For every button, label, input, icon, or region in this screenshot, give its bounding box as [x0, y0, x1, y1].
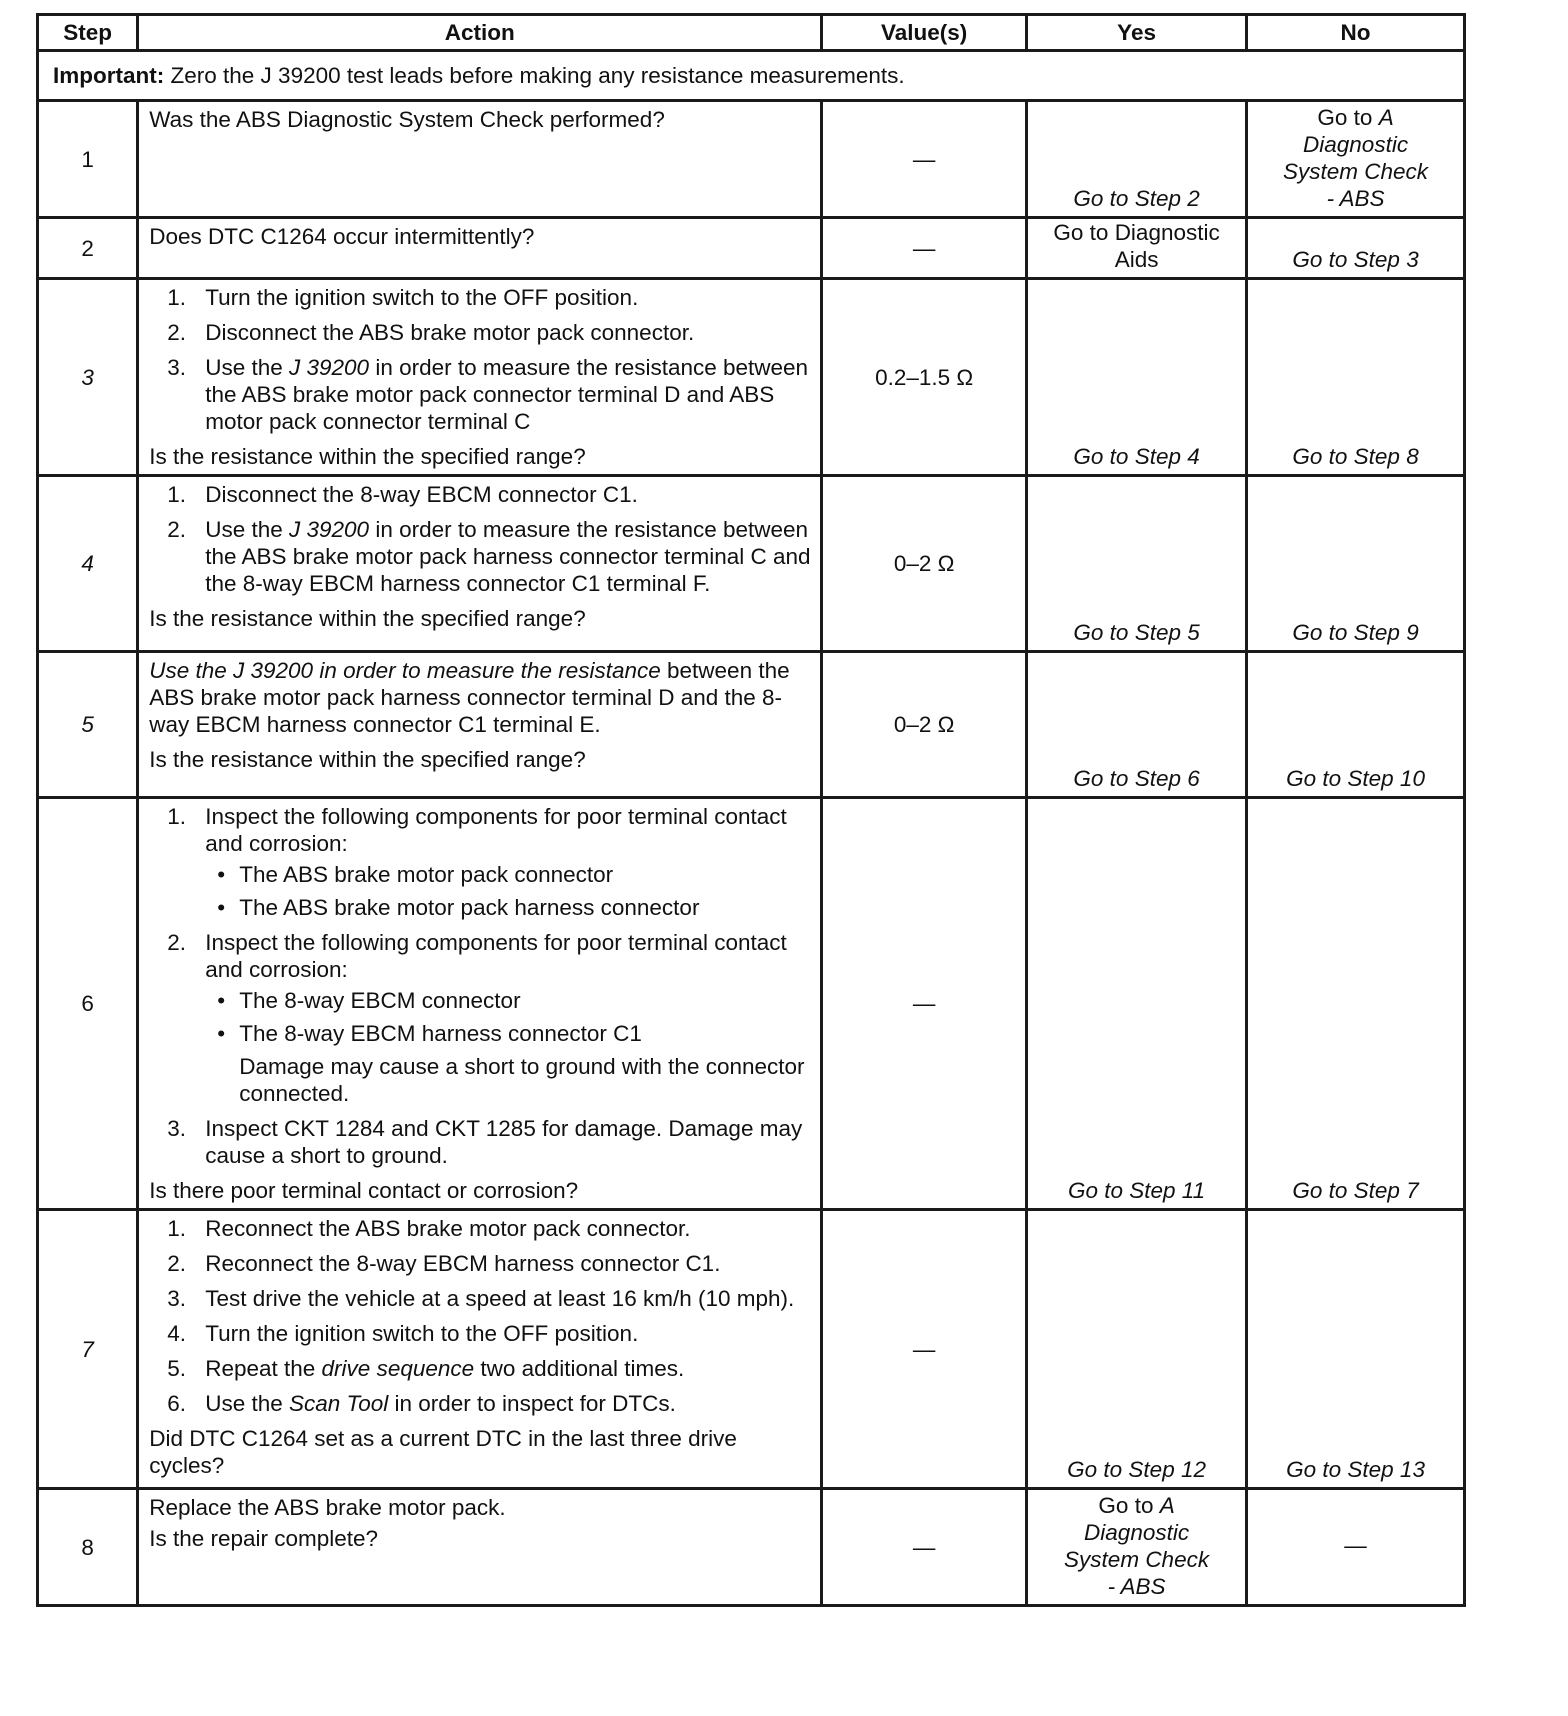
list-text: Use the — [205, 1391, 289, 1416]
action-text: between the ABS brake motor pack harness connector terminal D and the 8-way EBCM harness connector C1 terminal E. — [149, 658, 790, 737]
action-steps — [149, 803, 812, 1169]
action-text: Replace the ABS brake motor pack. — [149, 1495, 506, 1520]
bullet-text: The ABS brake motor pack harness connector — [239, 895, 700, 920]
list-text: Use the — [205, 517, 289, 542]
no-cell: Go to Step 8 — [1247, 279, 1465, 476]
value-cell: 0.2–1.5 Ω — [822, 279, 1027, 476]
list-number: 1. — [167, 1216, 186, 1241]
no-cell: Go to Step 13 — [1247, 1210, 1465, 1489]
value-cell: 0–2 Ω — [822, 652, 1027, 798]
action-question: Did DTC C1264 set as a current DTC in the last three drive cycles? — [149, 1426, 737, 1478]
no-cell: Go to Step 7 — [1247, 798, 1465, 1210]
no-cell — [1247, 101, 1465, 218]
component-list — [205, 987, 812, 1047]
list-text: Turn the ignition switch to the OFF position. — [205, 285, 639, 310]
yes-cell: Go to Step 12 — [1027, 1210, 1247, 1489]
value-cell: — — [822, 1210, 1027, 1489]
list-item — [149, 284, 812, 311]
action-question: Is the resistance within the specified range? — [149, 747, 586, 772]
list-number: 3. — [167, 1286, 186, 1311]
action-question: Is there poor terminal contact or corrosion? — [149, 1178, 579, 1203]
bullet-icon: • — [217, 862, 226, 887]
list-item — [149, 929, 812, 1107]
action-question: Was the ABS Diagnostic System Check performed? — [149, 107, 665, 132]
list-number: 3. — [167, 1116, 186, 1141]
yes-cell: Go to Step 4 — [1027, 279, 1247, 476]
step-number: 1 — [38, 101, 138, 218]
no-cell: — — [1247, 1489, 1465, 1606]
list-number: 1. — [167, 482, 186, 507]
step-number: 6 — [38, 798, 138, 1210]
table-row-step-5 — [38, 652, 1465, 798]
action-steps — [149, 1215, 812, 1417]
list-number: 6. — [167, 1391, 186, 1416]
yes-goto: Go to — [1098, 1493, 1160, 1518]
list-item — [149, 1355, 812, 1382]
no-goto: Go to — [1317, 105, 1379, 130]
action-question: Is the resistance within the specified range? — [149, 444, 586, 469]
yes-goto-target: Diagnostic System Check - ABS — [1064, 1520, 1210, 1599]
list-text: Disconnect the 8-way EBCM connector C1. — [205, 482, 638, 507]
list-item — [149, 319, 812, 346]
tool-name: J 39200 — [233, 658, 314, 683]
tool-name: J 39200 — [289, 517, 370, 542]
step-number: 4 — [38, 476, 138, 652]
action-question: Is the resistance within the specified range? — [149, 606, 586, 631]
list-text: Repeat the — [205, 1356, 322, 1381]
tool-name: Scan Tool — [289, 1391, 389, 1416]
action-cell — [138, 218, 822, 279]
important-note — [38, 51, 1465, 101]
value-cell: — — [822, 101, 1027, 218]
list-text: Test drive the vehicle at a speed at least 16 km/h (10 mph). — [205, 1286, 795, 1311]
bullet-text: The 8-way EBCM harness connector C1 — [239, 1021, 642, 1046]
list-item — [149, 1115, 812, 1169]
list-number: 3. — [167, 355, 186, 380]
step-number: 2 — [38, 218, 138, 279]
list-number: 4. — [167, 1321, 186, 1346]
action-steps — [149, 481, 812, 597]
yes-cell: Go to Step 6 — [1027, 652, 1247, 798]
action-cell — [138, 798, 822, 1210]
no-goto-letter: A — [1378, 105, 1394, 130]
step-number: 5 — [38, 652, 138, 798]
yes-cell: Go to Step 5 — [1027, 476, 1247, 652]
action-question: Is the repair complete? — [149, 1526, 379, 1551]
action-cell — [138, 476, 822, 652]
tool-name: J 39200 — [289, 355, 370, 380]
bullet-icon: • — [217, 1021, 226, 1046]
no-cell: Go to Step 10 — [1247, 652, 1465, 798]
step-number: 8 — [38, 1489, 138, 1606]
action-cell — [138, 652, 822, 798]
list-number: 1. — [167, 285, 186, 310]
header-step: Step — [38, 15, 138, 51]
list-item — [149, 481, 812, 508]
bullet-item — [205, 1020, 812, 1047]
yes-goto-letter: A — [1159, 1493, 1175, 1518]
component-list — [205, 861, 812, 921]
list-item — [149, 1390, 812, 1417]
list-text: Inspect the following components for poor terminal contact and corrosion: — [205, 804, 787, 856]
bullet-text: The 8-way EBCM connector — [239, 988, 521, 1013]
table-row-step-3 — [38, 279, 1465, 476]
yes-goto: Go to Diagnostic Aids — [1053, 220, 1220, 272]
bullet-item — [205, 987, 812, 1014]
action-question: Does DTC C1264 occur intermittently? — [149, 224, 535, 249]
bullet-item — [205, 861, 812, 888]
table-row-step-8 — [38, 1489, 1465, 1606]
action-cell — [138, 101, 822, 218]
list-number: 2. — [167, 517, 186, 542]
list-text: Reconnect the ABS brake motor pack connector. — [205, 1216, 691, 1241]
list-text: Inspect the following components for poor terminal contact and corrosion: — [205, 930, 787, 982]
diagnostic-table — [36, 13, 1466, 1607]
yes-cell — [1027, 218, 1247, 279]
list-text: in order to inspect for DTCs. — [388, 1391, 676, 1416]
list-item — [149, 803, 812, 921]
header-no: No — [1247, 15, 1465, 51]
list-number: 2. — [167, 1251, 186, 1276]
no-goto-target: Diagnostic System Check - ABS — [1283, 132, 1429, 211]
damage-note: Damage may cause a short to ground with the connector connected. — [239, 1054, 805, 1106]
header-values: Value(s) — [822, 15, 1027, 51]
header-row — [38, 15, 1465, 51]
action-cell — [138, 279, 822, 476]
value-cell: 0–2 Ω — [822, 476, 1027, 652]
action-text: in order to measure the resistance — [313, 658, 661, 683]
table-row-step-6 — [38, 798, 1465, 1210]
list-text: Reconnect the 8-way EBCM harness connector C1. — [205, 1251, 721, 1276]
important-label: Important: — [53, 63, 165, 88]
list-text: in order to measure the resistance between the ABS brake motor pack harness connector terminal C and the 8-way EBCM harness connector C1 terminal F. — [205, 517, 811, 596]
bullet-icon: • — [217, 988, 226, 1013]
header-action: Action — [138, 15, 822, 51]
table-row-step-4 — [38, 476, 1465, 652]
list-number: 5. — [167, 1356, 186, 1381]
list-number: 2. — [167, 320, 186, 345]
no-cell: Go to Step 9 — [1247, 476, 1465, 652]
important-row — [38, 51, 1465, 101]
table-row-step-2 — [38, 218, 1465, 279]
bullet-item — [205, 894, 812, 921]
table-row-step-1 — [38, 101, 1465, 218]
list-text: Use the — [205, 355, 289, 380]
action-cell — [138, 1210, 822, 1489]
bullet-text: The ABS brake motor pack connector — [239, 862, 614, 887]
list-item — [149, 1250, 812, 1277]
list-number: 2. — [167, 930, 186, 955]
list-item — [149, 516, 812, 597]
action-paragraph — [149, 657, 812, 738]
list-number: 1. — [167, 804, 186, 829]
list-text: Inspect CKT 1284 and CKT 1285 for damage. Damage may cause a short to ground. — [205, 1116, 803, 1168]
list-text: Turn the ignition switch to the OFF position. — [205, 1321, 639, 1346]
value-cell: — — [822, 798, 1027, 1210]
bullet-icon: • — [217, 895, 226, 920]
yes-cell: Go to Step 11 — [1027, 798, 1247, 1210]
list-item — [149, 1215, 812, 1242]
step-number: 3 — [38, 279, 138, 476]
list-item — [149, 354, 812, 435]
action-text: Use the — [149, 658, 233, 683]
procedure-name: drive sequence — [321, 1356, 475, 1381]
step-number: 7 — [38, 1210, 138, 1489]
value-cell: — — [822, 1489, 1027, 1606]
yes-cell: Go to Step 2 — [1027, 101, 1247, 218]
table-row-step-7 — [38, 1210, 1465, 1489]
action-cell — [138, 1489, 822, 1606]
list-text: Disconnect the ABS brake motor pack connector. — [205, 320, 695, 345]
yes-cell — [1027, 1489, 1247, 1606]
no-cell: Go to Step 3 — [1247, 218, 1465, 279]
value-cell: — — [822, 218, 1027, 279]
important-text: Zero the J 39200 test leads before making any resistance measurements. — [170, 63, 905, 88]
header-yes: Yes — [1027, 15, 1247, 51]
list-item — [149, 1285, 812, 1312]
list-text: in order to measure the resistance between the ABS brake motor pack connector terminal D and ABS motor pack connector terminal C — [205, 355, 809, 434]
list-text: two additional times. — [474, 1356, 685, 1381]
action-steps — [149, 284, 812, 435]
diagnostic-table-sheet — [36, 13, 1466, 1607]
list-item — [149, 1320, 812, 1347]
